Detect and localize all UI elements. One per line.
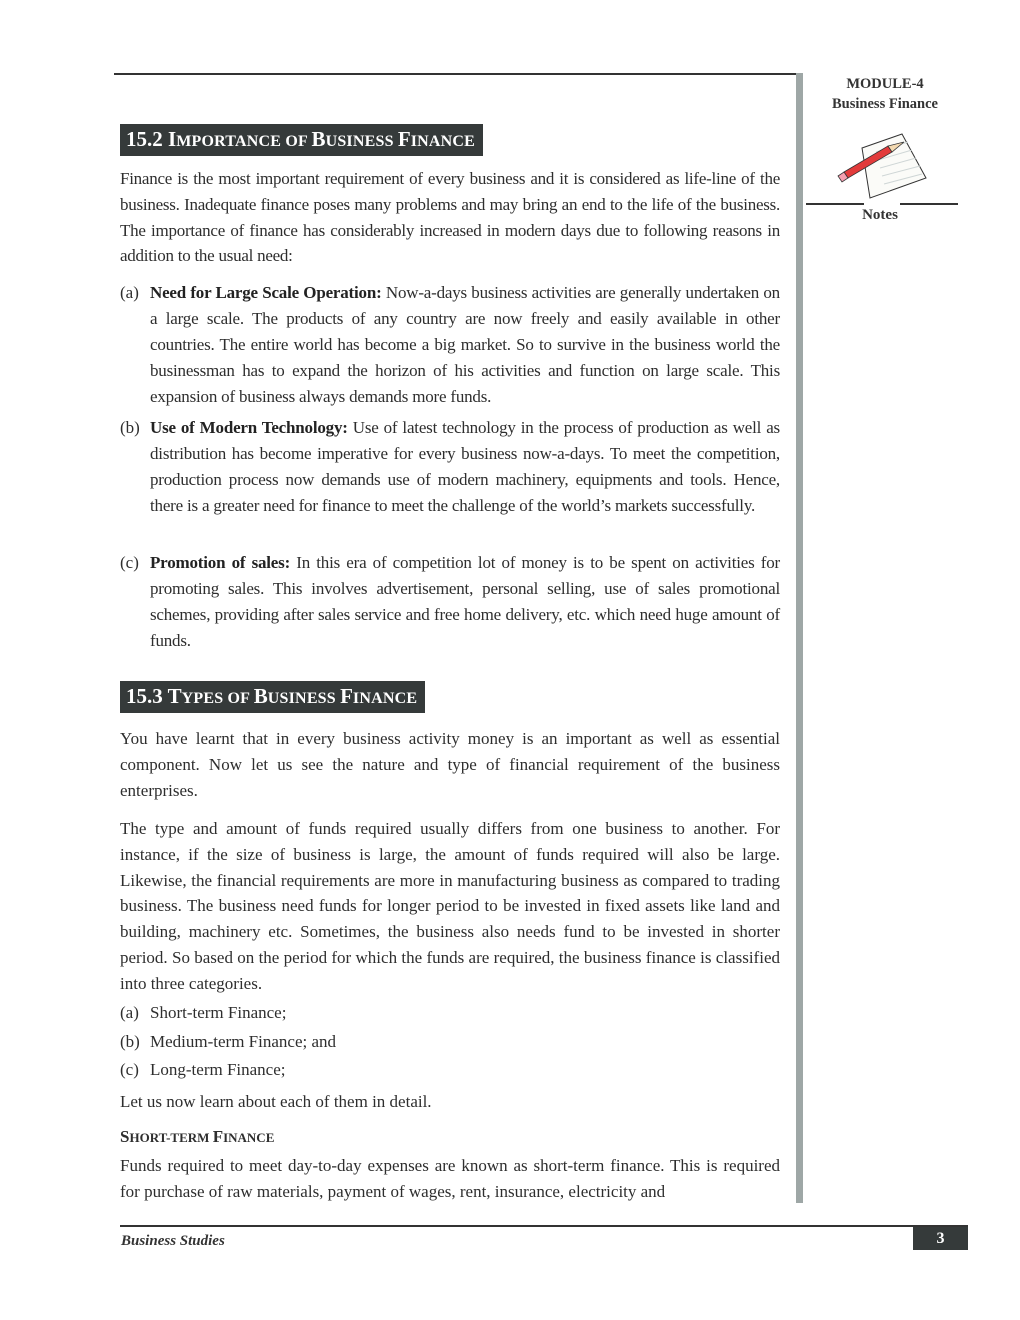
item-text: Use of latest technology in the process of production as well as distribution has become imperative for every business now-a-days. To meet the competition, production process now demands use of modern machinery, equipments and tools. Hence, there is a greater need for finance to meet the challenge of the world’s markets successfully. (150, 418, 780, 515)
item-heading: Need for Large Scale Operation: (150, 283, 382, 302)
section-number: 15.2 (126, 127, 163, 151)
notes-rule-right (900, 203, 958, 205)
category-medium-term: (b) Medium-term Finance; and (120, 1032, 337, 1051)
list-item-promotion-of-sales (120, 550, 780, 654)
short-term-paragraph: Funds required to meet day-to-day expenses are known as short-term finance. This is required for purchase of raw materials, payment of wages, rent, insurance, electricity and (120, 1156, 780, 1201)
list-item-modern-technology (120, 415, 780, 519)
section-heading-15-2: 15.2 IMPORTANCE OF BUSINESS FINANCE (120, 124, 483, 156)
item-heading: Promotion of sales: (150, 553, 291, 572)
page-number: 3 (913, 1227, 968, 1250)
item-text: Now-a-days business activities are generally undertaken on a large scale. The products of any country are now freely and easily available in other countries. The entire world has become a big market. So to survive in the business world the businessman has to expand the horizon of his activities and function on large scale. This expansion of business always demands more funds. (150, 283, 780, 406)
margin-divider (796, 73, 803, 1203)
closing-line: Let us now learn about each of them in detail. (120, 1092, 432, 1111)
item-marker: (b) (120, 418, 140, 437)
category-long-term: (c) Long-term Finance; (120, 1060, 286, 1079)
category-short-term: (a) Short-term Finance; (120, 1003, 287, 1022)
section-number: 15.3 (126, 684, 163, 708)
notes-rule-left (806, 203, 864, 205)
section-heading-15-3: 15.3 TYPES OF BUSINESS FINANCE (120, 681, 425, 713)
subheading-short-term-finance: SHORT-TERM FINANCE (120, 1127, 275, 1146)
module-title: Business Finance (832, 96, 938, 112)
intro-paragraph: Finance is the most important requirement of every business and it is considered as life-line of the business. Inadequate finance poses many problems and may bring an end to the life of the business. The importance of finance has considerably increased in modern days due to following reasons in addition to the usual need: (120, 169, 780, 266)
item-marker: (a) (120, 283, 139, 302)
footer-rule (120, 1225, 968, 1227)
header-rule (114, 73, 798, 75)
types-intro-paragraph: You have learnt that in every business activity money is an important as well as essential component. Now let us see the nature and type of financial requirement of the business enterprises. (120, 729, 780, 800)
notes-label: Notes (862, 207, 898, 223)
module-header (805, 74, 965, 114)
item-text: In this era of competition lot of money is to be spent on activities for promoting sales. This involves advertisement, personal selling, use of sales promotional schemes, providing after sales service and free home delivery, etc. which need huge amount of funds. (150, 553, 780, 650)
item-marker: (c) (120, 553, 139, 572)
pencil-on-paper-icon (830, 126, 940, 206)
list-item-large-scale (120, 280, 780, 410)
item-heading: Use of Modern Technology: (150, 418, 348, 437)
footer-book-title: Business Studies (121, 1233, 225, 1249)
types-detail-paragraph: The type and amount of funds required usually differs from one business to another. For instance, if the size of business is large, the amount of funds required will also be large. Likewise, the financial requirements are more in manufacturing business as compared to trading business. The business need funds for longer period to be invested in fixed assets like land and building, machinery etc. Sometimes, the business also needs fund to be invested in shorter period. So based on the period for which the funds are required, the business finance is classified into three categories. (120, 819, 780, 993)
module-number: MODULE-4 (846, 76, 924, 92)
